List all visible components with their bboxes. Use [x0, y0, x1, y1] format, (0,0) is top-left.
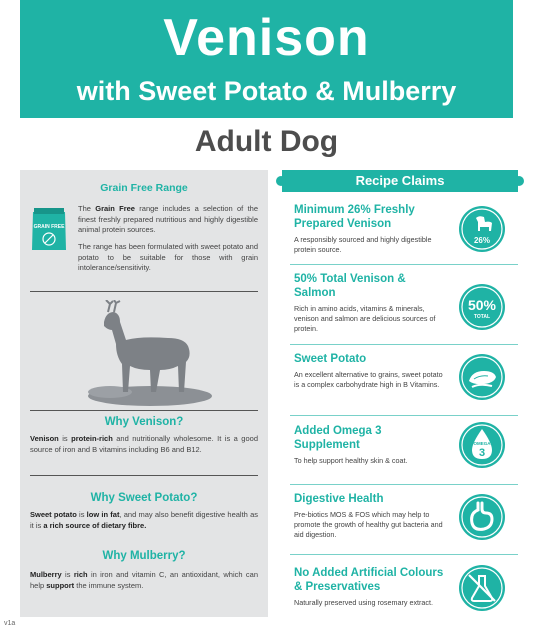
- claim-description: Rich in amino acids, vitamins & minerals, venison and salmon are delicious sources of protein.: [294, 304, 436, 333]
- bag-label: GRAIN FREE: [33, 224, 65, 230]
- claim-fresh-venison: [294, 203, 444, 255]
- why-mulberry-text: Mulberry is rich in iron and vitamin C, an antioxidant, which can help support the immune system.: [30, 570, 258, 590]
- omega-3-drop-icon: [458, 421, 506, 469]
- deer-icon: [458, 205, 506, 253]
- why-sweet-potato-heading: Why Sweet Potato?: [90, 492, 198, 504]
- recipe-claims-heading: Recipe Claims: [282, 170, 518, 192]
- divider: [290, 554, 518, 555]
- info-panel: [20, 170, 268, 617]
- grain-free-bag-icon: [30, 206, 68, 252]
- claim-title: No Added Artificial Colours & Preservatives: [294, 567, 444, 593]
- divider: [290, 415, 518, 416]
- claim-title: Added Omega 3 Supplement: [294, 425, 382, 451]
- why-mulberry-heading: Why Mulberry?: [102, 550, 186, 562]
- sweet-potato-icon: [458, 353, 506, 401]
- claim-title: 50% Total Venison & Salmon: [294, 273, 406, 299]
- badge-text: 50%: [467, 297, 497, 313]
- fifty-percent-total-icon: [458, 283, 506, 331]
- claim-description: An excellent alternative to grains, sweet potato is a complex carbohydrate high in B Vitamins.: [294, 370, 443, 389]
- product-recipe: with Sweet Potato & Mulberry: [76, 76, 457, 106]
- why-sweet-potato-text: Sweet potato is low in fat, and may also benefit digestive health as it is a rich source of dietary fibre.: [30, 510, 258, 530]
- divider: [30, 291, 258, 292]
- claim-title: Digestive Health: [294, 493, 384, 505]
- grain-free-paragraph-1: The Grain Free range includes a selection of the finest freshly prepared nutritious and highly digestible animal protein sources.: [78, 204, 258, 234]
- claim-digestive-health: [294, 492, 444, 540]
- divider: [290, 264, 518, 265]
- stomach-icon: [458, 493, 506, 541]
- claim-description: To help support healthy skin & coat.: [294, 456, 408, 465]
- claim-total-venison-salmon: [294, 272, 444, 334]
- life-stage-heading: Adult Dog: [194, 125, 339, 158]
- claim-sweet-potato: [294, 352, 444, 390]
- claim-no-artificial: [294, 566, 444, 608]
- divider: [290, 484, 518, 485]
- claim-description: Naturally preserved using rosemary extract.: [294, 598, 434, 607]
- badge-text: 26%: [473, 236, 491, 245]
- badge-text: OMEGA: [473, 441, 491, 446]
- deer-silhouette-icon: [80, 300, 220, 412]
- divider: [30, 410, 258, 411]
- why-venison-text: Venison is protein-rich and nutritionally wholesome. It is a good source of iron and B vitamins including B6 and B12.: [30, 434, 258, 454]
- claim-description: A responsibly sourced and highly digestible protein source.: [294, 235, 432, 254]
- no-artificial-flask-icon: [458, 564, 506, 612]
- badge-subtext: TOTAL: [473, 314, 491, 320]
- why-venison-heading: Why Venison?: [104, 416, 184, 428]
- claim-description: Pre-biotics MOS & FOS which may help to promote the growth of healthy gut bacteria and aid digestion.: [294, 510, 443, 539]
- claim-title: Minimum 26% Freshly Prepared Venison: [294, 204, 415, 230]
- grain-free-heading: Grain Free Range: [100, 182, 188, 194]
- claim-omega-3: [294, 424, 444, 466]
- grain-free-paragraph-2: The range has been formulated with sweet potato and potato to be suitable for those with grain intolerance/sensitivity.: [78, 242, 258, 272]
- divider: [30, 475, 258, 476]
- claim-title: Sweet Potato: [294, 353, 367, 365]
- product-name: Venison: [163, 9, 370, 67]
- version-code: v1a: [4, 620, 16, 627]
- divider: [290, 344, 518, 345]
- title-banner: [20, 0, 513, 118]
- badge-number: 3: [478, 447, 486, 459]
